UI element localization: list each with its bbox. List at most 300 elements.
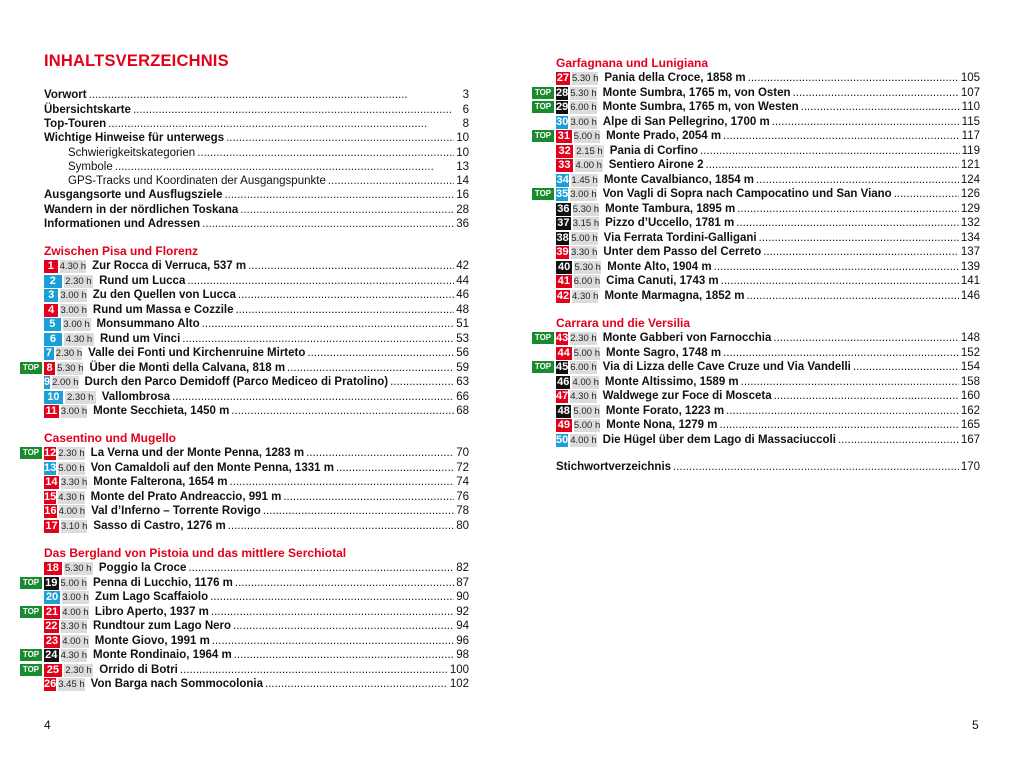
tour-number-badge: 6 — [44, 333, 62, 346]
tour-number-badge: 44 — [557, 346, 570, 359]
top-tour-badge: TOP — [532, 332, 554, 344]
toc-entry[interactable] — [68, 146, 469, 160]
leader-dots — [723, 129, 960, 143]
toc-entry-label: Vorwort — [44, 89, 87, 101]
tour-duration: 2.30 h — [65, 664, 92, 676]
tour-number-badge: 20 — [45, 590, 59, 603]
tour-page: 59 — [456, 362, 469, 374]
leader-dots — [172, 390, 454, 404]
tour-entry[interactable] — [556, 231, 980, 245]
leader-dots — [212, 634, 454, 648]
tour-name: Monte Nona, 1279 m — [606, 419, 718, 431]
leader-dots — [726, 404, 959, 418]
tour-name: Monte Prado, 2054 m — [606, 130, 722, 142]
tour-page: 68 — [456, 405, 469, 417]
toc-entry[interactable] — [44, 88, 469, 102]
tour-number-badge: 25 — [44, 664, 62, 677]
tour-page: 100 — [449, 664, 470, 676]
leader-dots — [737, 202, 959, 216]
tour-name: Durch den Parco Demidoff (Parco Mediceo di Pratolino) — [84, 376, 389, 388]
tour-page: 76 — [456, 491, 469, 503]
tour-page: 121 — [960, 159, 981, 171]
leader-dots — [180, 663, 448, 677]
tour-page: 90 — [456, 591, 469, 603]
toc-entry[interactable] — [44, 117, 469, 131]
tour-duration: 3.00 h — [62, 591, 89, 603]
toc-entry-page: 10 — [456, 132, 469, 144]
tour-name: Waldwege zur Foce di Mosceta — [602, 390, 772, 402]
toc-entry[interactable] — [44, 217, 469, 231]
tour-duration: 3.00 h — [60, 304, 87, 316]
tour-number-badge: 21 — [45, 605, 59, 618]
leader-dots — [228, 519, 454, 533]
toc-entry-page: 14 — [456, 175, 469, 187]
tour-name: Poggio la Croce — [98, 562, 187, 574]
tour-entry[interactable] — [556, 418, 980, 432]
tour-duration: 4.00 h — [62, 635, 89, 647]
tour-number-badge: 12 — [44, 446, 57, 459]
tour-number-badge: 34 — [556, 173, 569, 186]
leader-dots — [115, 160, 454, 174]
section-heading: Garfagnana und Lunigiana — [556, 56, 709, 70]
tour-entry[interactable] — [44, 303, 469, 317]
top-tour-badge: TOP — [20, 649, 42, 661]
tour-entry[interactable] — [44, 446, 469, 460]
leader-dots — [265, 677, 448, 691]
toc-entry-page: 36 — [456, 218, 469, 230]
toc-entry-page: 6 — [462, 104, 469, 116]
tour-number-badge: 10 — [44, 391, 63, 404]
tour-name: Zum Lago Scaffaiolo — [95, 591, 209, 603]
page-title: INHALTSVERZEICHNIS — [44, 52, 229, 70]
tour-entry[interactable] — [44, 561, 469, 575]
leader-dots — [248, 259, 454, 273]
top-tour-badge: TOP — [532, 361, 554, 373]
tour-number-badge: 32 — [556, 145, 573, 158]
tour-entry[interactable] — [556, 115, 980, 129]
tour-entry[interactable] — [44, 619, 469, 633]
tour-name: Via Ferrata Tordini-Galligani — [603, 232, 757, 244]
leader-dots — [211, 605, 454, 619]
toc-entry[interactable] — [68, 174, 469, 188]
tour-name: Orrido di Botri — [99, 664, 178, 676]
tour-number-badge: 40 — [557, 260, 571, 273]
tour-name: Zur Rocca di Verruca, 537 m — [92, 260, 247, 272]
tour-page: 66 — [456, 391, 469, 403]
tour-page: 74 — [456, 476, 469, 488]
section-heading: Carrara und die Versilia — [556, 316, 691, 330]
tour-duration: 5.30 h — [570, 87, 597, 99]
tour-entry[interactable] — [44, 317, 469, 331]
leader-dots — [838, 433, 959, 447]
leader-dots — [741, 375, 959, 389]
tour-name: Rund um Vinci — [99, 333, 181, 345]
leader-dots — [723, 346, 959, 360]
leader-dots — [182, 332, 454, 346]
tour-entry[interactable] — [44, 475, 469, 489]
tour-number-badge: 2 — [44, 275, 62, 288]
tour-page: 70 — [456, 447, 469, 459]
tour-number-badge: 47 — [556, 389, 569, 402]
tour-page: 167 — [960, 434, 980, 446]
tour-entry[interactable] — [556, 389, 980, 403]
tour-name: Monte Marmagna, 1852 m — [604, 290, 745, 302]
tour-duration: 5.30 h — [571, 72, 599, 84]
leader-dots — [700, 144, 960, 158]
tour-entry[interactable] — [556, 144, 980, 158]
tour-number-badge: 29 — [556, 100, 569, 113]
tour-number-badge: 30 — [556, 115, 569, 128]
tour-name: Via di Lizza delle Cave Cruze und Via Vandelli — [602, 361, 851, 373]
toc-entry-label: Schwierigkeitskategorien — [68, 147, 196, 159]
leader-dots — [133, 103, 461, 117]
tour-entry[interactable] — [44, 634, 469, 648]
leader-dots — [746, 289, 958, 303]
tour-name: Alpe di San Pellegrino, 1700 m — [602, 116, 770, 128]
tour-entry[interactable] — [556, 433, 980, 447]
tour-number-badge: 42 — [556, 289, 570, 302]
tour-duration: 3.30 h — [570, 246, 598, 258]
tour-duration: 3.45 h — [58, 678, 85, 690]
tour-entry[interactable] — [556, 404, 980, 418]
tour-page: 56 — [456, 347, 469, 359]
tour-duration: 5.30 h — [572, 203, 600, 215]
tour-entry[interactable] — [44, 590, 469, 604]
tour-duration: 3.00 h — [570, 116, 597, 128]
leader-dots — [108, 117, 460, 131]
tour-page: 92 — [456, 606, 469, 618]
tour-page: 44 — [456, 275, 469, 287]
tour-name: Monte Sumbra, 1765 m, von Westen — [602, 101, 799, 113]
tour-page: 72 — [456, 462, 469, 474]
tour-number-badge: 13 — [44, 461, 57, 474]
tour-number-badge: 27 — [556, 71, 570, 84]
leader-dots — [736, 216, 959, 230]
tour-entry[interactable] — [556, 346, 980, 360]
tour-duration: 5.00 h — [571, 232, 598, 244]
tour-duration: 3.00 h — [60, 405, 88, 417]
tour-page: 96 — [456, 635, 469, 647]
tour-entry[interactable] — [556, 260, 980, 274]
tour-duration: 4.30 h — [58, 491, 85, 503]
toc-entry[interactable] — [44, 131, 469, 145]
tour-number-badge: 17 — [45, 519, 58, 532]
tour-entry[interactable] — [44, 663, 469, 677]
toc-entry-label: Wandern in der nördlichen Toskana — [44, 204, 239, 216]
section-heading: Das Bergland von Pistoia und das mittlere Serchiotal — [44, 546, 347, 560]
tour-duration: 4.00 h — [575, 159, 602, 171]
tour-duration: 2.30 h — [65, 391, 96, 404]
top-tour-badge: TOP — [532, 101, 554, 113]
leader-dots — [226, 131, 454, 145]
tour-number-badge: 18 — [44, 562, 62, 575]
tour-entry[interactable] — [556, 86, 980, 100]
tour-entry[interactable] — [556, 71, 980, 85]
leader-dots — [235, 576, 454, 590]
tour-number-badge: 45 — [556, 360, 569, 373]
tour-page: 141 — [960, 275, 980, 287]
tour-name: Über die Monti della Calvana, 818 m — [89, 362, 286, 374]
tour-page: 148 — [960, 332, 980, 344]
tour-number-badge: 4 — [44, 304, 58, 317]
tour-duration: 2.30 h — [58, 447, 85, 459]
tour-page: 48 — [456, 304, 469, 316]
tour-number-badge: 14 — [45, 475, 58, 488]
tour-page: 107 — [960, 87, 980, 99]
tour-name: Valle dei Fonti und Kirchenruine Mirteto — [88, 347, 306, 359]
tour-number-badge: 22 — [45, 619, 58, 632]
tour-page: 98 — [456, 649, 469, 661]
tour-duration: 4.30 h — [570, 390, 597, 402]
leader-dots — [748, 71, 959, 85]
tour-name: Val d’Inferno – Torrente Rovigo — [91, 505, 261, 517]
tour-duration: 4.00 h — [62, 606, 89, 618]
tour-name: Monte Altissimo, 1589 m — [604, 376, 739, 388]
tour-number-badge: 28 — [556, 86, 569, 99]
leader-dots — [721, 274, 959, 288]
toc-entry[interactable] — [44, 188, 469, 202]
top-tour-badge: TOP — [20, 606, 42, 618]
leader-dots — [234, 648, 455, 662]
tour-name: Sasso di Castro, 1276 m — [93, 520, 226, 532]
toc-entry[interactable] — [44, 103, 469, 117]
toc-entry-page: 8 — [462, 118, 469, 130]
tour-entry[interactable] — [44, 259, 469, 273]
toc-entry-label: Top-Touren — [44, 118, 107, 130]
tour-entry[interactable] — [44, 605, 469, 619]
leader-dots — [238, 288, 454, 302]
top-tour-badge: TOP — [532, 87, 554, 99]
toc-entry-index[interactable] — [556, 460, 980, 474]
toc-entry-label: Wichtige Hinweise für unterwegs — [44, 132, 225, 144]
tour-number-badge: 31 — [557, 129, 570, 142]
tour-name: Sentiero Airone 2 — [608, 159, 704, 171]
toc-entry-label: Symbole — [68, 161, 113, 173]
tour-number-badge: 3 — [44, 289, 58, 302]
tour-name: Von Vagli di Sopra nach Campocatino und San Viano — [602, 188, 892, 200]
tour-entry[interactable] — [556, 289, 980, 303]
tour-number-badge: 1 — [44, 260, 58, 273]
tour-page: 160 — [960, 390, 980, 402]
tour-entry[interactable] — [44, 346, 469, 360]
toc-entry-page: 16 — [456, 189, 469, 201]
tour-duration: 3.30 h — [60, 620, 88, 632]
page-number-left: 4 — [44, 718, 51, 732]
tour-number-badge: 36 — [557, 202, 570, 215]
leader-dots — [202, 217, 454, 231]
tour-entry[interactable] — [556, 274, 980, 288]
tour-number-badge: 41 — [557, 274, 570, 287]
tour-name: Monte Forato, 1223 m — [605, 405, 725, 417]
leader-dots — [307, 346, 454, 360]
toc-entry-label: Stichwortverzeichnis — [556, 461, 672, 473]
tour-name: Monte Giovo, 1991 m — [94, 635, 210, 647]
toc-entry-page: 3 — [462, 89, 469, 101]
tour-page: 115 — [961, 116, 980, 128]
tour-entry[interactable] — [44, 490, 469, 504]
tour-page: 53 — [456, 333, 469, 345]
tour-number-badge: 33 — [556, 159, 573, 172]
tour-name: Rundtour zum Lago Nero — [93, 620, 232, 632]
tour-entry[interactable] — [556, 187, 980, 201]
tour-duration: 5.30 h — [65, 562, 92, 574]
tour-page: 146 — [960, 290, 980, 302]
tour-name: Monte Secchieta, 1450 m — [93, 405, 230, 417]
tour-entry[interactable] — [556, 129, 980, 143]
tour-number-badge: 5 — [44, 318, 61, 331]
leader-dots — [224, 188, 454, 202]
tour-page: 126 — [960, 188, 980, 200]
tour-duration: 5.00 h — [58, 462, 85, 474]
tour-number-badge: 23 — [45, 634, 59, 647]
tour-duration: 3.00 h — [570, 188, 597, 200]
toc-entry[interactable] — [68, 160, 469, 174]
tour-duration: 5.00 h — [573, 419, 601, 431]
tour-name: Unter dem Passo del Cerreto — [603, 246, 762, 258]
tour-page: 63 — [456, 376, 469, 388]
tour-entry[interactable] — [44, 576, 469, 590]
top-tour-badge: TOP — [20, 577, 42, 589]
tour-page: 139 — [960, 261, 980, 273]
tour-duration: 2.30 h — [55, 347, 83, 359]
tour-name: Cima Canuti, 1743 m — [606, 275, 719, 287]
tour-duration: 2.00 h — [52, 376, 79, 388]
tour-name: Pania di Corfino — [609, 145, 698, 157]
tour-duration: 4.30 h — [59, 260, 87, 272]
tour-page: 51 — [456, 318, 469, 330]
tour-entry[interactable] — [556, 100, 980, 114]
tour-number-badge: 9 — [44, 375, 51, 388]
tour-number-badge: 49 — [557, 418, 571, 431]
tour-page: 110 — [961, 101, 980, 113]
tour-page: 129 — [960, 203, 980, 215]
tour-page: 102 — [449, 678, 469, 690]
tour-duration: 5.00 h — [573, 405, 600, 417]
tour-page: 152 — [960, 347, 980, 359]
tour-name: Von Camaldoli auf den Monte Penna, 1331 m — [90, 462, 334, 474]
tour-entry[interactable] — [556, 331, 980, 345]
tour-duration: 5.30 h — [574, 261, 601, 273]
leader-dots — [719, 418, 958, 432]
tour-name: Monsummano Alto — [96, 318, 200, 330]
toc-entry-label: GPS-Tracks und Koordinaten der Ausgangspunkte — [68, 175, 326, 187]
leader-dots — [763, 245, 959, 259]
tour-name: Monte Tambura, 1895 m — [605, 203, 736, 215]
tour-duration: 6.00 h — [570, 101, 597, 113]
tour-entry[interactable] — [556, 173, 980, 187]
toc-entry-page: 170 — [960, 461, 980, 473]
tour-page: 78 — [456, 505, 469, 517]
tour-entry[interactable] — [44, 390, 469, 404]
tour-entry[interactable] — [556, 216, 980, 230]
tour-name: Monte Sagro, 1748 m — [606, 347, 722, 359]
tour-number-badge: 46 — [557, 375, 570, 388]
leader-dots — [328, 174, 454, 188]
page-number-right: 5 — [972, 718, 979, 732]
tour-entry[interactable] — [44, 288, 469, 302]
tour-name: Rund um Massa e Cozzile — [92, 304, 234, 316]
tour-entry[interactable] — [556, 202, 980, 216]
leader-dots — [759, 231, 959, 245]
tour-name: Penna di Lucchio, 1176 m — [92, 577, 233, 589]
leader-dots — [197, 146, 454, 160]
leader-dots — [801, 100, 960, 114]
tour-duration: 6.00 h — [570, 361, 597, 373]
leader-dots — [773, 331, 958, 345]
tour-entry[interactable] — [44, 504, 469, 518]
tour-duration: 4.30 h — [572, 290, 599, 302]
section-heading: Zwischen Pisa und Florenz — [44, 244, 199, 258]
tour-name: Monte Rondinaio, 1964 m — [93, 649, 232, 661]
tour-number-badge: 26 — [44, 677, 57, 690]
leader-dots — [235, 303, 454, 317]
tour-entry[interactable] — [556, 158, 980, 172]
leader-dots — [793, 86, 959, 100]
section-heading: Casentino und Mugello — [44, 431, 176, 445]
tour-duration: 3.10 h — [60, 520, 88, 532]
tour-name: Rund um Lucca — [99, 275, 186, 287]
tour-duration: 4.30 h — [65, 333, 93, 345]
tour-entry[interactable] — [44, 461, 469, 475]
tour-duration: 5.00 h — [60, 577, 87, 589]
tour-name: Von Barga nach Sommocolonia — [90, 678, 263, 690]
tour-entry[interactable] — [556, 245, 980, 259]
tour-number-badge: 15 — [44, 490, 57, 503]
tour-entry[interactable] — [44, 677, 469, 691]
toc-entry-label: Übersichtskarte — [44, 104, 131, 116]
tour-entry[interactable] — [44, 404, 469, 418]
tour-page: 134 — [960, 232, 980, 244]
tour-entry[interactable] — [556, 375, 980, 389]
tour-page: 124 — [960, 174, 980, 186]
tour-number-badge: 7 — [45, 346, 52, 359]
tour-page: 165 — [960, 419, 980, 431]
tour-page: 162 — [960, 405, 980, 417]
tour-number-badge: 38 — [556, 231, 569, 244]
tour-page: 137 — [960, 246, 980, 258]
leader-dots — [772, 115, 960, 129]
leader-dots — [714, 260, 959, 274]
tour-number-badge: 16 — [44, 504, 57, 517]
tour-duration: 3.00 h — [60, 289, 87, 301]
toc-entry[interactable] — [44, 203, 469, 217]
tour-duration: 4.00 h — [572, 376, 599, 388]
tour-number-badge: 43 — [556, 331, 569, 344]
tour-page: 119 — [961, 145, 980, 157]
tour-page: 42 — [456, 260, 469, 272]
toc-entry-page: 28 — [456, 204, 469, 216]
leader-dots — [283, 490, 454, 504]
tour-entry[interactable] — [44, 361, 469, 375]
tour-duration: 6.00 h — [573, 275, 601, 287]
leader-dots — [287, 361, 454, 375]
tour-entry[interactable] — [44, 274, 469, 288]
tour-entry[interactable] — [44, 332, 469, 346]
tour-entry[interactable] — [44, 519, 469, 533]
leader-dots — [894, 187, 959, 201]
tour-entry[interactable] — [556, 360, 980, 374]
tour-duration: 4.30 h — [60, 649, 88, 661]
tour-entry[interactable] — [44, 375, 469, 389]
leader-dots — [202, 317, 455, 331]
leader-dots — [390, 375, 454, 389]
tour-name: Pania della Croce, 1858 m — [604, 72, 746, 84]
tour-entry[interactable] — [44, 648, 469, 662]
toc-entry-page: 10 — [456, 147, 469, 159]
tour-duration: 2.15 h — [576, 145, 603, 157]
leader-dots — [188, 561, 454, 575]
tour-name: Libro Aperto, 1937 m — [94, 606, 209, 618]
